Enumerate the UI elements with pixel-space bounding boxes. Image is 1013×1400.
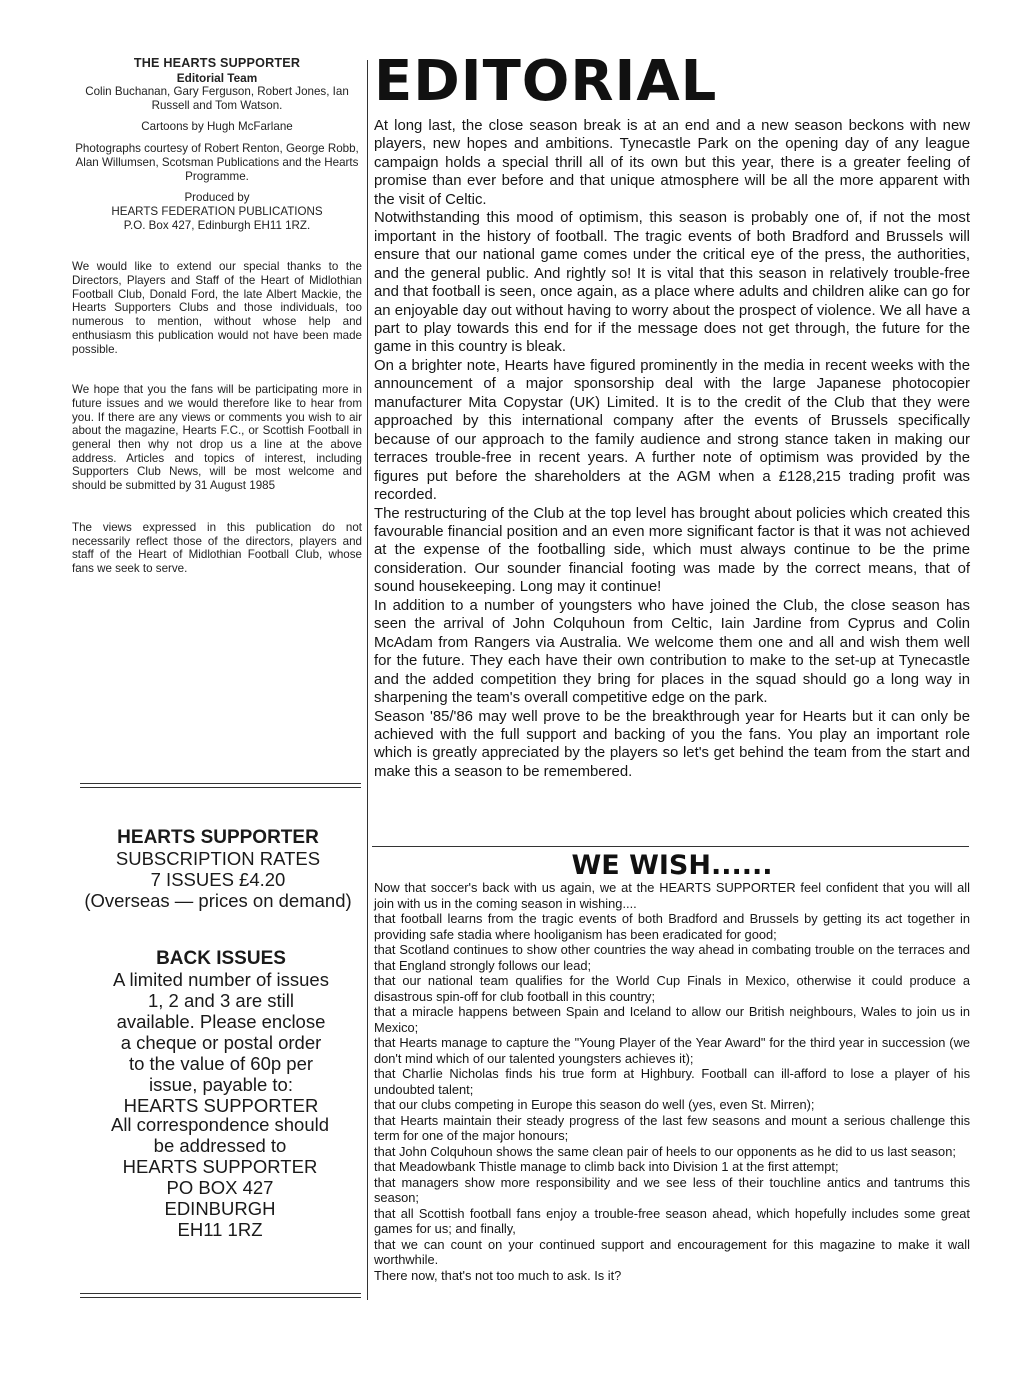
editorial-paragraph: At long last, the close season break is at an end and a new season beckons with new players, new hopes and ambitions. Tynecastle Park on the opening day of any league campaign holds a special thrill all of its own but this year, there is a greater feeling of promise than ever before and that unique atmosphere will be all the more apparent with the visit of Celtic. — [374, 118, 970, 208]
editorial-paragraph: Season '85/'86 may well prove to be the breakthrough year for Hearts but it can only be achieved with the full support and backing of you the fans. You play an important role which is greatly appreciated by the players so let's get behind the team from the start and make this a season to be remembered. — [374, 708, 970, 780]
editorial-team-names: Colin Buchanan, Gary Ferguson, Robert Jones, Ian Russell and Tom Watson. — [85, 85, 349, 112]
back-issues-box — [112, 948, 330, 1116]
hope-paragraph: We hope that you the fans will be participating more in future issues and we would therefore like to hear from you. If there are any views or comments you wish to air about the magazine, Hearts F.C., or Scottish Football in general then why not drop us a line at the above address. Articles and topics of interest, including Supporters Club News, will be most welcome and should be submitted by 31 August 1985 — [72, 383, 362, 493]
correspondence-line3: EDINBURGH — [164, 1198, 276, 1219]
left-column — [72, 56, 362, 576]
editorial-paragraph: On a brighter note, Hearts have figured prominently in the media in recent weeks with the announcement of a major sponsorship deal with the large Japanese photocopier manufacturer Mita Copystar (UK) Limited. It is to the credit of the Club that they were approached by this international company after the events of Brussels specifically because of our approach to the family audience and strong stance taken in making our terraces trouble-free in recent years. A further note of optimism was provided by the figures put before the shareholders at the AGM when a £128,215 trading profit was recorded. — [374, 357, 970, 504]
correspondence-line1: HEARTS SUPPORTER — [122, 1156, 318, 1177]
editorial-heading: EDITORIAL — [374, 49, 718, 114]
back-issues-body: A limited number of issues 1, 2 and 3 are still available. Please enclose a cheque or postal order to the value of 60p per issue, payable to: — [113, 969, 329, 1095]
wish-line: that Meadowbank Thistle manage to climb back into Division 1 at the first attempt; — [374, 1159, 839, 1174]
thanks-paragraph: We would like to extend our special thanks to the Directors, Players and Staff of the Heart of Midlothian Football Club, Donald Ford, the late Albert Mackie, the Hearts Supporters Clubs and those individuals, too numerous to mention, without whose help and enthusiasm this publication would not have been made possible. — [72, 260, 362, 356]
section-divider-rule — [372, 846, 969, 847]
back-issues-payee: HEARTS SUPPORTER — [123, 1095, 319, 1116]
masthead-title: THE HEARTS SUPPORTER — [133, 56, 301, 70]
wish-line: that our clubs competing in Europe this season do well (yes, even St. Mirren); — [374, 1097, 815, 1112]
correspondence-intro: All correspondence should be addressed to — [110, 1114, 330, 1156]
wish-line: that football learns from the tragic events of both Bradford and Brussels by getting its act together in providing safe stadia where hooliganism has been eradicated for good; — [374, 911, 970, 942]
wish-line: There now, that's not too much to ask. Is it? — [374, 1267, 622, 1283]
left-bottom-rule — [80, 1293, 361, 1298]
wish-line: that Scotland continues to show other countries the way ahead in combating trouble on the terraces and that England strongly follows our lead; — [374, 942, 970, 973]
subscription-overseas: (Overseas — prices on demand) — [84, 890, 352, 911]
correspondence-line4: EH11 1RZ — [177, 1219, 263, 1240]
wish-line: that Charlie Nicholas finds his true form at Highbury. Football can ill-afford to lose a player of his undoubted talent; — [374, 1066, 970, 1097]
wish-line: that managers show more responsibility and we see less of their touchline antics and tantrums this season; — [374, 1174, 970, 1205]
subscription-subtitle: SUBSCRIPTION RATES — [115, 848, 321, 869]
wish-line: that Hearts maintain their steady progress of the last few seasons and mount a serious challenge this term for one of the major honours; — [374, 1112, 970, 1143]
editorial-paragraph: In addition to a number of youngsters who have joined the Club, the close season has seen the arrival of John Colquhoun from Celtic, Iain Jardine from Cyprus and Colin McAdam from Rangers via Australia. We welcome them one and all and wish them well for the future. They each have their own contribution to make to the set-up at Tynecastle and the added competition they bring for places in the squad should go a long way in sharpening the team's overall competitive edge on the park. — [374, 597, 970, 707]
editorial-paragraph: The restructuring of the Club at the top level has brought about policies which created this favourable financial position and an even more significant factor is that it was not achieved at the expense of the footballing side, which must always continue to be the prime consideration. Our sounder financial footing was made by the correct means, that of sound housekeeping. Long may it continue! — [374, 505, 970, 596]
left-divider-rule — [80, 783, 361, 788]
subscription-box — [72, 827, 364, 911]
editorial-team-label: Editorial Team — [176, 71, 258, 85]
wish-line: that all Scottish football fans enjoy a trouble-free season ahead, which hopefully includes some great games for us; and finally, — [374, 1205, 970, 1236]
wish-line: that we can count on your continued support and encouragement for this magazine to make it wall worthwhile. — [374, 1236, 970, 1267]
wish-line: that Hearts manage to capture the "Young Player of the Year Award" for the third year in succession (we don't mind which of our talented youngsters achieves it); — [374, 1035, 970, 1066]
publisher-address: P.O. Box 427, Edinburgh EH11 1RZ. — [123, 218, 311, 232]
column-divider — [367, 60, 368, 1300]
subscription-price: 7 ISSUES £4.20 — [150, 869, 286, 890]
editorial-paragraph: Notwithstanding this mood of optimism, this season is probably one of, if not the most important in the history of football. The tragic events of both Bradford and Brussels will ensure that our national game comes under the critical eye of the press, the authorities, and the general public. And rightly so! It is vital that this season in relatively trouble-free and that football is seen, once again, as a place where adults and children alike can go for an enjoyable day out without having to worry about the prospect of violence. We all have a part to play towards this end for if the message does not get through, the future for the game in this country is bleak. — [374, 210, 970, 356]
we-wish-body — [374, 880, 970, 1283]
correspondence-box — [110, 1114, 330, 1240]
wish-line: Now that soccer's back with us again, we at the HEARTS SUPPORTER feel confident that you will all join with us in the coming season in wishing.... — [374, 880, 970, 911]
photographs-credit: Photographs courtesy of Robert Renton, George Robb, Alan Willumsen, Scotsman Publications and the Hearts Programme. — [75, 142, 359, 183]
wish-line: that a miracle happens between Spain and Iceland to allow our British neighbours, Wales to join us in Mexico; — [374, 1004, 970, 1035]
publisher-name: HEARTS FEDERATION PUBLICATIONS — [111, 204, 323, 218]
views-paragraph: The views expressed in this publication do not necessarily reflect those of the directors, players and staff of the Heart of Midlothian Football Club, whose fans we seek to serve. — [72, 520, 362, 575]
wish-line: that our national team qualifies for the World Cup Finals in Mexico, otherwise it could produce a disastrous spin-off for club football in this country; — [374, 973, 970, 1004]
we-wish-heading: WE WISH...... — [571, 850, 773, 881]
wish-line: that John Colquhoun shows the same clean pair of heels to our opponents as he did to us last season; — [374, 1143, 956, 1159]
produced-by-label: Produced by — [184, 191, 250, 205]
subscription-title: HEARTS SUPPORTER — [117, 827, 319, 848]
correspondence-line2: PO BOX 427 — [166, 1177, 274, 1198]
back-issues-title: BACK ISSUES — [156, 948, 286, 969]
editorial-body — [374, 117, 970, 781]
cartoons-credit: Cartoons by Hugh McFarlane — [141, 120, 293, 134]
